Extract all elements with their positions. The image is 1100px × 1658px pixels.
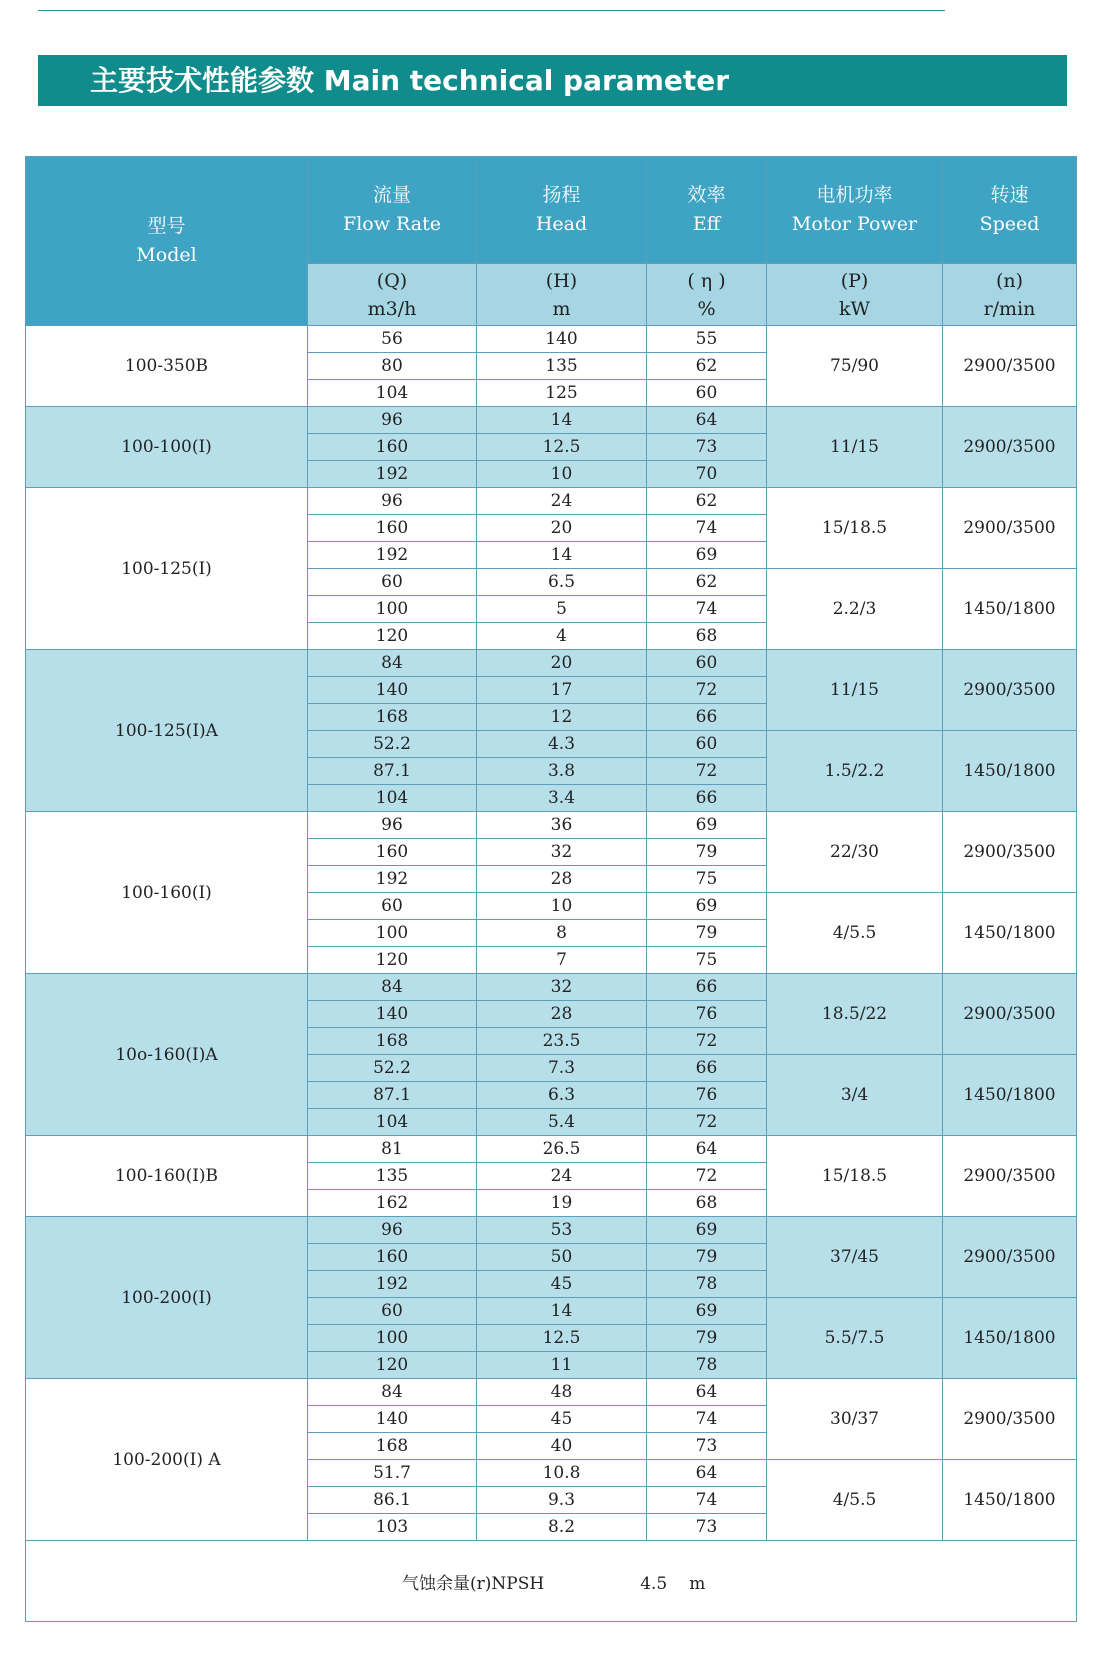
power-cell: 11/15 (767, 650, 943, 731)
header-eff-en: Eff (692, 213, 721, 235)
power-cell: 37/45 (767, 1217, 943, 1298)
unit-speed (943, 264, 1077, 326)
head-cell: 26.5 (477, 1136, 647, 1163)
eff-cell: 62 (647, 488, 767, 515)
eff-cell: 75 (647, 947, 767, 974)
flow-cell: 120 (308, 1352, 477, 1379)
eff-cell: 79 (647, 1325, 767, 1352)
eff-cell: 66 (647, 1055, 767, 1082)
flow-cell: 100 (308, 1325, 477, 1352)
npsh-label: 气蚀余量(r)NPSH (402, 1573, 545, 1594)
eff-cell: 72 (647, 1028, 767, 1055)
head-cell: 10.8 (477, 1460, 647, 1487)
eff-cell: 76 (647, 1001, 767, 1028)
head-cell: 14 (477, 542, 647, 569)
flow-cell: 120 (308, 623, 477, 650)
flow-cell: 80 (308, 353, 477, 380)
eff-cell: 64 (647, 1379, 767, 1406)
eff-cell: 74 (647, 1406, 767, 1433)
model-name-cell: 100-350B (26, 326, 308, 407)
speed-cell: 1450/1800 (943, 893, 1077, 974)
flow-cell: 104 (308, 785, 477, 812)
head-cell: 6.5 (477, 569, 647, 596)
head-cell: 14 (477, 1298, 647, 1325)
flow-cell: 160 (308, 515, 477, 542)
head-cell: 45 (477, 1271, 647, 1298)
power-cell: 30/37 (767, 1379, 943, 1460)
unit-flow-symbol: (Q) (376, 269, 408, 292)
power-cell: 5.5/7.5 (767, 1298, 943, 1379)
header-head (477, 157, 647, 264)
flow-cell: 140 (308, 1001, 477, 1028)
header-speed-en: Speed (979, 213, 1040, 235)
flow-cell: 87.1 (308, 1082, 477, 1109)
eff-cell: 64 (647, 407, 767, 434)
head-cell: 11 (477, 1352, 647, 1379)
eff-cell: 78 (647, 1352, 767, 1379)
speed-cell: 2900/3500 (943, 1136, 1077, 1217)
unit-flow-unit: m3/h (367, 297, 417, 320)
eff-cell: 79 (647, 920, 767, 947)
header-power-en: Motor Power (791, 213, 918, 235)
header-speed-cn: 转速 (990, 184, 1029, 206)
power-cell: 75/90 (767, 326, 943, 407)
eff-cell: 55 (647, 326, 767, 353)
table-row (26, 974, 1077, 1001)
flow-cell: 87.1 (308, 758, 477, 785)
speed-cell: 1450/1800 (943, 1055, 1077, 1136)
flow-cell: 96 (308, 1217, 477, 1244)
head-cell: 24 (477, 488, 647, 515)
eff-cell: 73 (647, 1514, 767, 1541)
unit-eff-unit: % (697, 297, 716, 320)
model-name-cell: 100-160(I)B (26, 1136, 308, 1217)
speed-cell: 2900/3500 (943, 488, 1077, 569)
head-cell: 20 (477, 515, 647, 542)
eff-cell: 66 (647, 974, 767, 1001)
table-row (26, 1217, 1077, 1244)
flow-cell: 160 (308, 1244, 477, 1271)
header-model (26, 157, 308, 326)
header-flow (308, 157, 477, 264)
eff-cell: 72 (647, 1109, 767, 1136)
flow-cell: 168 (308, 1028, 477, 1055)
head-cell: 3.4 (477, 785, 647, 812)
head-cell: 140 (477, 326, 647, 353)
unit-speed-unit: r/min (983, 297, 1036, 320)
parameter-table (25, 156, 1077, 1622)
top-rule (38, 10, 945, 11)
head-cell: 12 (477, 704, 647, 731)
flow-cell: 96 (308, 488, 477, 515)
model-name-cell: 10o-160(I)A (26, 974, 308, 1136)
eff-cell: 73 (647, 1433, 767, 1460)
power-cell: 2.2/3 (767, 569, 943, 650)
power-cell: 11/15 (767, 407, 943, 488)
header-flow-en: Flow Rate (343, 213, 441, 235)
eff-cell: 68 (647, 1190, 767, 1217)
eff-cell: 72 (647, 758, 767, 785)
power-cell: 18.5/22 (767, 974, 943, 1055)
eff-cell: 74 (647, 1487, 767, 1514)
head-cell: 5 (477, 596, 647, 623)
eff-cell: 69 (647, 1298, 767, 1325)
unit-head-symbol: (H) (545, 269, 578, 292)
header-power-cn: 电机功率 (816, 184, 893, 206)
head-cell: 48 (477, 1379, 647, 1406)
head-cell: 8 (477, 920, 647, 947)
head-cell: 4 (477, 623, 647, 650)
table-body (26, 326, 1077, 1541)
npsh-value: 4.5 (640, 1573, 668, 1594)
flow-cell: 103 (308, 1514, 477, 1541)
eff-cell: 74 (647, 515, 767, 542)
flow-cell: 96 (308, 407, 477, 434)
flow-cell: 60 (308, 569, 477, 596)
flow-cell: 52.2 (308, 731, 477, 758)
eff-cell: 69 (647, 542, 767, 569)
eff-cell: 69 (647, 812, 767, 839)
table-row (26, 488, 1077, 515)
unit-head-unit: m (552, 297, 571, 320)
flow-cell: 60 (308, 1298, 477, 1325)
eff-cell: 70 (647, 461, 767, 488)
head-cell: 10 (477, 461, 647, 488)
parameter-table-wrap (25, 156, 1076, 1622)
eff-cell: 73 (647, 434, 767, 461)
header-eff (647, 157, 767, 264)
head-cell: 7.3 (477, 1055, 647, 1082)
power-cell: 4/5.5 (767, 1460, 943, 1541)
unit-power (767, 264, 943, 326)
speed-cell: 1450/1800 (943, 731, 1077, 812)
header-model-cn: 型号 (147, 215, 186, 237)
unit-eff (647, 264, 767, 326)
flow-cell: 60 (308, 893, 477, 920)
head-cell: 12.5 (477, 434, 647, 461)
model-name-cell: 100-200(I) A (26, 1379, 308, 1541)
eff-cell: 79 (647, 839, 767, 866)
eff-cell: 72 (647, 1163, 767, 1190)
eff-cell: 72 (647, 677, 767, 704)
flow-cell: 86.1 (308, 1487, 477, 1514)
unit-flow (308, 264, 477, 326)
eff-cell: 64 (647, 1460, 767, 1487)
model-name-cell: 100-125(I)A (26, 650, 308, 812)
section-title-banner: 主要技术性能参数 Main technical parameter (38, 55, 1067, 106)
flow-cell: 168 (308, 1433, 477, 1460)
header-flow-cn: 流量 (372, 184, 411, 206)
flow-cell: 160 (308, 839, 477, 866)
eff-cell: 76 (647, 1082, 767, 1109)
eff-cell: 62 (647, 353, 767, 380)
flow-cell: 52.2 (308, 1055, 477, 1082)
flow-cell: 140 (308, 1406, 477, 1433)
table-row (26, 1136, 1077, 1163)
eff-cell: 60 (647, 380, 767, 407)
header-head-en: Head (535, 213, 588, 235)
flow-cell: 162 (308, 1190, 477, 1217)
eff-cell: 74 (647, 596, 767, 623)
flow-cell: 135 (308, 1163, 477, 1190)
eff-cell: 60 (647, 650, 767, 677)
speed-cell: 1450/1800 (943, 1460, 1077, 1541)
power-cell: 1.5/2.2 (767, 731, 943, 812)
speed-cell: 2900/3500 (943, 407, 1077, 488)
header-model-en: Model (136, 244, 197, 266)
eff-cell: 79 (647, 1244, 767, 1271)
unit-head (477, 264, 647, 326)
eff-cell: 66 (647, 704, 767, 731)
table-row (26, 326, 1077, 353)
model-name-cell: 100-125(I) (26, 488, 308, 650)
speed-cell: 2900/3500 (943, 650, 1077, 731)
flow-cell: 104 (308, 1109, 477, 1136)
flow-cell: 192 (308, 866, 477, 893)
power-cell: 15/18.5 (767, 488, 943, 569)
speed-cell: 2900/3500 (943, 974, 1077, 1055)
flow-cell: 168 (308, 704, 477, 731)
power-cell: 15/18.5 (767, 1136, 943, 1217)
flow-cell: 84 (308, 650, 477, 677)
power-cell: 4/5.5 (767, 893, 943, 974)
table-row (26, 650, 1077, 677)
npsh-footer (26, 1541, 1077, 1622)
head-cell: 9.3 (477, 1487, 647, 1514)
power-cell: 22/30 (767, 812, 943, 893)
flow-cell: 51.7 (308, 1460, 477, 1487)
flow-cell: 100 (308, 596, 477, 623)
model-name-cell: 100-160(I) (26, 812, 308, 974)
head-cell: 8.2 (477, 1514, 647, 1541)
eff-cell: 78 (647, 1271, 767, 1298)
flow-cell: 56 (308, 326, 477, 353)
model-name-cell: 100-200(I) (26, 1217, 308, 1379)
head-cell: 36 (477, 812, 647, 839)
flow-cell: 192 (308, 461, 477, 488)
flow-cell: 100 (308, 920, 477, 947)
head-cell: 3.8 (477, 758, 647, 785)
eff-cell: 66 (647, 785, 767, 812)
flow-cell: 84 (308, 974, 477, 1001)
head-cell: 19 (477, 1190, 647, 1217)
flow-cell: 160 (308, 434, 477, 461)
power-cell: 3/4 (767, 1055, 943, 1136)
head-cell: 40 (477, 1433, 647, 1460)
head-cell: 6.3 (477, 1082, 647, 1109)
head-cell: 53 (477, 1217, 647, 1244)
eff-cell: 62 (647, 569, 767, 596)
head-cell: 50 (477, 1244, 647, 1271)
flow-cell: 192 (308, 1271, 477, 1298)
eff-cell: 75 (647, 866, 767, 893)
flow-cell: 96 (308, 812, 477, 839)
flow-cell: 140 (308, 677, 477, 704)
head-cell: 125 (477, 380, 647, 407)
head-cell: 32 (477, 974, 647, 1001)
head-cell: 45 (477, 1406, 647, 1433)
flow-cell: 120 (308, 947, 477, 974)
head-cell: 14 (477, 407, 647, 434)
head-cell: 12.5 (477, 1325, 647, 1352)
header-head-cn: 扬程 (542, 184, 581, 206)
speed-cell: 1450/1800 (943, 1298, 1077, 1379)
head-cell: 24 (477, 1163, 647, 1190)
speed-cell: 1450/1800 (943, 569, 1077, 650)
speed-cell: 2900/3500 (943, 812, 1077, 893)
head-cell: 28 (477, 1001, 647, 1028)
head-cell: 135 (477, 353, 647, 380)
header-speed (943, 157, 1077, 264)
flow-cell: 192 (308, 542, 477, 569)
unit-power-symbol: (P) (840, 269, 869, 292)
unit-eff-symbol: ( η ) (687, 269, 726, 292)
flow-cell: 84 (308, 1379, 477, 1406)
head-cell: 7 (477, 947, 647, 974)
head-cell: 5.4 (477, 1109, 647, 1136)
table-row (26, 407, 1077, 434)
unit-power-unit: kW (838, 297, 871, 320)
eff-cell: 69 (647, 1217, 767, 1244)
unit-speed-symbol: (n) (995, 269, 1024, 292)
model-name-cell: 100-100(I) (26, 407, 308, 488)
head-cell: 10 (477, 893, 647, 920)
head-cell: 4.3 (477, 731, 647, 758)
flow-cell: 104 (308, 380, 477, 407)
head-cell: 23.5 (477, 1028, 647, 1055)
head-cell: 17 (477, 677, 647, 704)
eff-cell: 69 (647, 893, 767, 920)
npsh-unit: m (689, 1573, 706, 1594)
speed-cell: 2900/3500 (943, 1379, 1077, 1460)
speed-cell: 2900/3500 (943, 1217, 1077, 1298)
eff-cell: 68 (647, 623, 767, 650)
header-eff-cn: 效率 (687, 184, 726, 206)
head-cell: 28 (477, 866, 647, 893)
eff-cell: 60 (647, 731, 767, 758)
speed-cell: 2900/3500 (943, 326, 1077, 407)
eff-cell: 64 (647, 1136, 767, 1163)
header-power (767, 157, 943, 264)
head-cell: 32 (477, 839, 647, 866)
table-row (26, 1379, 1077, 1406)
table-row (26, 812, 1077, 839)
flow-cell: 81 (308, 1136, 477, 1163)
head-cell: 20 (477, 650, 647, 677)
